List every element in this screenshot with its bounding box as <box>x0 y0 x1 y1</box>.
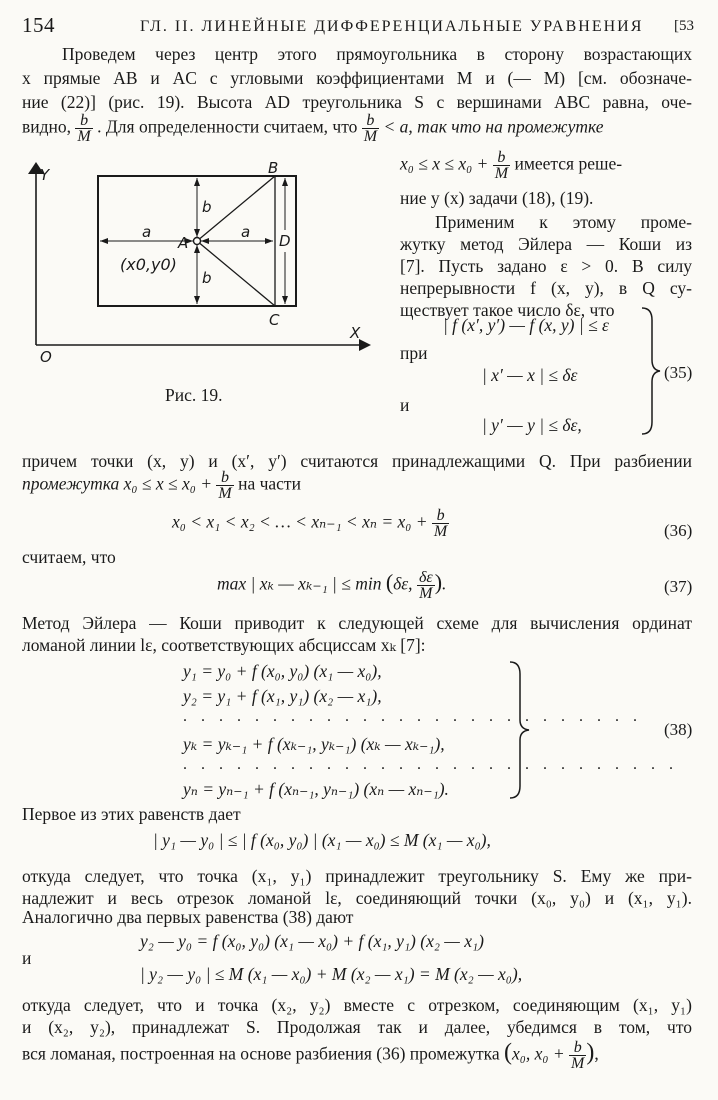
para1-line3: ние (22)] (рис. 19). Высота AD треугольника S с вершинами ABC равна, оче- <box>22 92 692 112</box>
para3-line1: Метод Эйлера — Коши приводит к следующей схеме для вычисления ординат <box>22 613 692 633</box>
axis-x-label: X <box>350 324 361 342</box>
para1-line4-b: . Для определенности считаем, что <box>97 116 358 137</box>
eq36-number: (36) <box>664 521 693 540</box>
para1-line4-c: < a, так что на промежутке <box>383 116 604 137</box>
point-A-label: A <box>178 234 189 252</box>
chapter-title: ГЛ. II. ЛИНЕЙНЫЕ ДИФФЕРЕНЦИАЛЬНЫЕ УРАВНЕНИЯ <box>140 18 644 35</box>
eq-inequality-1: | y₁ — y₀ | ≤ | f (x₀, y₀) | (x₁ — x₀) ≤ M (x₁ — x₀), <box>153 830 491 850</box>
eq38-number: (38) <box>664 720 693 739</box>
axis-y-label: Y <box>40 166 50 184</box>
fraction-b-over-M-6: $\frac{b}{M}$ <box>571 1039 585 1072</box>
fraction-b-over-M-3: $\frac{b}{M}$ <box>494 149 509 182</box>
first-gives-text: Первое из этих равенств дает <box>22 804 241 824</box>
para1-line4 <box>22 113 692 144</box>
sys35-and: и <box>400 395 410 415</box>
para4-line1: откуда следует, что точка (x₁, y₁) принадлежит треугольнику S. Ему же при- <box>22 866 692 886</box>
brace-38 <box>508 660 532 800</box>
section-number: [53 <box>674 18 694 34</box>
para5-line1: откуда следует, что и точка (x₂, y₂) вместе с отрезком, соединяющим (x₁, y₁) <box>22 995 692 1015</box>
para2-line2: промежутка x₀ ≤ x ≤ x₀ + $\frac{b}{M}$ на части <box>22 469 301 502</box>
para2-line1: причем точки (x, y) и (x′, y′) считаются принадлежащими Q. При разбиении <box>22 451 692 471</box>
side-line2: ние y (x) задачи (18), (19). <box>400 188 594 208</box>
para1-line4-a: видно, <box>22 116 72 137</box>
eq37-number: (37) <box>664 577 693 596</box>
para1-line1: Проведем через центр этого прямоугольника в сторону возрастающих <box>62 44 692 64</box>
point-C-label: C <box>269 311 280 329</box>
fraction-b-over-M-4: $\frac{b}{M}$ <box>218 469 232 502</box>
eq-difference: y₂ — y₀ = f (x₀, y₀) (x₁ — x₀) + f (x₁, y₁) (x₂ — x₁) <box>140 931 484 951</box>
sys35-row1: | f (x′, y′) — f (x, y) | ≤ ε <box>443 315 609 335</box>
side-line1: x₀ ≤ x ≤ x₀ + $\frac{b}{M}$ имеется реше- <box>400 149 623 182</box>
origin-label: O <box>40 348 52 366</box>
eq38-row1: y₁ = y₀ + f (x₀, y₀) (x₁ — x₀), <box>183 661 382 681</box>
para4-line2: надлежит и весь отрезок ломаной lε, соединяющий точки (x₀, y₀) и (x₁, y₁). <box>22 888 692 908</box>
figure-caption: Рис. 19. <box>165 385 223 405</box>
eq36: x₀ < x₁ < x₂ < … < xₙ₋₁ < xₙ = x₀ + $\frac{b}{M}$ <box>172 507 448 540</box>
length-b-bottom: b <box>202 269 212 287</box>
para1-line2: x прямые AB и AC с угловыми коэффициентами M и (— M) [см. обозначе- <box>22 68 692 88</box>
side-line7: ществует такое число δε, что <box>400 300 615 320</box>
eq37: max | xₖ — xₖ₋₁ | ≤ min (δε, $\frac{\delta\varepsilon}{M}$ ). <box>217 569 447 602</box>
sys35-row2: | x′ — x | ≤ δε <box>482 365 578 385</box>
point-B-label: B <box>268 160 279 177</box>
side-line3: Применим к этому проме- <box>435 212 692 232</box>
eq38-dots2: . . . . . . . . . . . . . . . . . . . . . . . . . . . . <box>183 756 678 773</box>
side-line6: непрерывности f (x, y), в Q су- <box>400 278 692 298</box>
eq35-number: (35) <box>664 363 693 382</box>
para4-line3: Аналогично два первых равенства (38) дают <box>22 907 354 927</box>
point-D-label: D <box>279 232 291 250</box>
consider-text: считаем, что <box>22 547 116 567</box>
eq38-dots1: . . . . . . . . . . . . . . . . . . . . . . . . . . <box>183 708 642 725</box>
center-point <box>194 238 201 245</box>
side-line5: [7]. Пусть задано ε > 0. В силу <box>400 256 692 276</box>
side-line4: жутку метод Эйлера — Коши из <box>400 234 692 254</box>
fraction-b-over-M: $\frac{b}{M}$ <box>77 112 91 145</box>
brace-35 <box>640 306 662 436</box>
eq38-row3: yₖ = yₖ₋₁ + f (xₖ₋₁, yₖ₋₁) (xₖ — xₖ₋₁), <box>183 734 445 754</box>
sys35-pri: при <box>400 343 428 363</box>
para5-line2: и (x₂, y₂), принадлежат S. Продолжая так и далее, убедимся в том, что <box>22 1017 692 1037</box>
fraction-b-over-M-5: $\frac{b}{M}$ <box>433 507 448 540</box>
para3-line2: ломаной линии lε, соответствующих абсциссам xₖ [7]: <box>22 635 426 655</box>
fraction-delta-over-M: $\frac{\delta\varepsilon}{M}$ <box>418 569 433 602</box>
figure-19 <box>20 160 380 375</box>
length-a-right: a <box>241 223 251 241</box>
fraction-b-over-M-2: $\frac{b}{M}$ <box>363 112 378 145</box>
page-number: 154 <box>22 13 55 37</box>
and-text: и <box>22 948 32 968</box>
center-label: (x0,y0) <box>120 255 177 274</box>
eq38-row4: yₙ = yₙ₋₁ + f (xₙ₋₁, yₙ₋₁) (xₙ — xₙ₋₁). <box>183 779 449 799</box>
length-a-left: a <box>142 223 152 241</box>
para5-line3: вся ломаная, построенная на основе разбиения (36) промежутка (x₀, x₀ + $\frac{b}{M}$ ), <box>22 1039 599 1072</box>
eq-inequality-2: | y₂ — y₀ | ≤ M (x₁ — x₀) + M (x₂ — x₁) = M (x₂ — x₀), <box>140 964 523 984</box>
sys35-row3: | y′ — y | ≤ δε, <box>482 415 582 435</box>
eq38-row2: y₂ = y₁ + f (x₁, y₁) (x₂ — x₁), <box>183 686 382 706</box>
length-b-top: b <box>202 198 212 216</box>
